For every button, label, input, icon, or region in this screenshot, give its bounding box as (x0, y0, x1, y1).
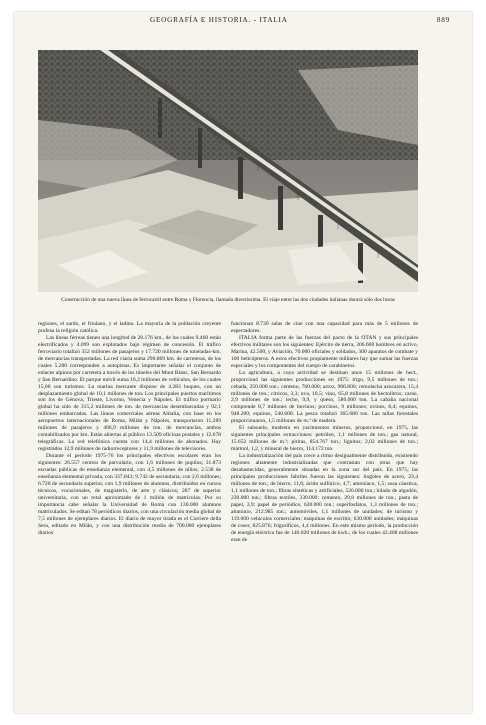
right-text-column (231, 321, 418, 705)
page-number: 889 (436, 16, 450, 24)
paragraph: El subsuelo, modesto en yacimientos mineros, proporcionó, en 1975, las siguientes principales extracciones: petróleo, 1,1 millones de ton.; gas natural, 15.652 millones de m.³; piritas, 854.767 ton.; lignitos; 2,02 millones de ton.; mármol, 1,2, y mineral de hierro, 114.172 ton. (231, 425, 418, 453)
railway-construction-photo (38, 50, 418, 292)
paragraph: La industrialización del país crece a ritmo desigualmente distribuido, existiendo regiones altamente industrializadas que contrastan con otras que hay desabastecidas, generalmente situadas en la zona sur del país. En 1975, las principales producciones fabriles fueron las siguientes: lingotes de acero, 23,4 millones de ton.; de hierro, 11,6; ácido sulfúrico, 4,7; amoníaco, 1,5; sosa cáustica, 1,1 millones de ton.; fibras sintéticas y artificiales, 526.000 ton.; hilado de algodón, 230.000 ton.; fibras textiles, 330.000; cemento, 29,8 millones de ton.; pasta de papel, 3,9; papel de periódico, 620.000 ton.; superfosfatos, 1,3 millones de ton.; aluminio, 212.985 ton.; automóviles, 1,1 millones de unidades; de turismo y 119.000 vehículos comerciales; máquinas de escribir, 630.000 unidades; máquinas de coser, 825.876; frigoríficos, 4,4 millones. En este mismo período, la producción de energía eléctrica fue de 140.820 millones de kwh.; de los cuales 42.408 millones eran de (231, 453, 418, 543)
paragraph: ITALIA forma parte de las fuerzas del pacto de la OTAN y sus principales efectivos militares son los siguientes: Ejército de tierra, 306.600 hombres en activo, Marina, 42.500, y Aviación, 70.000 oficiales y soldados, 300 aparatos de combate y 100 helicópteros. A estos efectivos propiamente militares hay que sumar las fuerzas especiales y los componentes del cuerpo de carabineros. (231, 334, 418, 369)
paragraph: La agricultura, a cuya actividad se destinan unos 15 millones de hect., proporcionó las siguientes producciones en 1975: trigo, 9,5 millones de ton.; cebada, 250.000 ton.; centeno, 760.000; arroz, 906.800; remolacha azucarera, 15,4 millones de ton.; cítricos, 3,3; uva, 10,5; vino, 65,8 millones de hectolitros; carne, 2,9 millones de ton.; leche, 9,9, y queso, 580.000 ton. La cabaña nacional comprende 8,7 millones de bovinos; porcinos, 9 millones; ovinos, 8,4; equinos, 948.200; equinos, 540.600. La pesca totalizó 365.680 ton. Las tallas forestales proporcionaron, 1,5 millones de m.³ de madera. (231, 369, 418, 425)
left-text-column (38, 321, 221, 705)
paragraph: Durante el período 1975-76 los principales efectivos escolares eran los siguientes: 26.557 centros de parvulario, con 1,6 millones de pupilos; 31.873 escuelas públicas de enseñanza elemental, con 4,5 millones de niños; 2.538 de enseñanza elemental privada, con 337.843; 9.742 de secundaria, con 2,6 millones; 6.720 de secundaria superior, con 1,9 millones de alumnos, distribuidos en cursos técnicos, vocacionales, de magisterio, de arte y clásicos; 287 de superior universitaria, con un total aproximado de 1 millón de matrículas. Por su importancia cabe señalar la Universidad de Roma con 130.000 alumnos matriculados. Se editan 78 periódicos diarios, con una circulación media global de 7,5 millones de ejemplares diarios. El diario de mayor tirada es el Corriere della Sera, editado en Milán, y con una distribución media de 700.000 ejemplares diarios (38, 453, 221, 536)
paragraph: Las líneas férreas tienen una longitud de 20.176 km., de los cuales 9.460 están electrificados y 4.099 son explotados bajo régimen de concesión. El tráfico ferroviario totalizó 352 millones de pasajeros y 17.720 millones de toneladas-km. de mercancías transportadas. La red viaria suma 290.869 km. de carreteras, de los cuales 5.280 corresponden a autopistas. Es importante señalar el conjunto de enlaces alpinos por carretera a través de los túneles del Mont Blanc, San Bernardo y San Bernardino. El parque móvil suma 16,2 millones de vehículos, de los cuales 15,06 son turismos. La marina mercante dispone de 4.283 buques, con un desplazamiento global de 10,1 millones de ton. Los principales puertos marítimos son los de Génova, Trieste, Livorno, Venecia y Nápoles. El tráfico portuario global ha sido de 315,2 millones de ton. de mercancías desembarcadas y 92,1 millones embarcadas. Las líneas comerciales aéreas Alitalia, con base en los aeropuertos internacionales de Roma, Milán y Nápoles, transportaron 11,289 millones de pasajeros y 406,9 millones de ton. de mercancías, ambos contabilizados por km. Están abiertas al público 13.509 oficinas postales y 12.678 telegráficas. La red telefónica cuenta con 14,4 millones de abonados. Hay registrados 12,9 millones de radiorreceptores y 11,9 millones de televisores. (38, 334, 221, 453)
photo-caption: Construcción de una nueva línea de ferrocarril entre Roma y Florencia, llamada directissima. El viaje entre las dos ciudades italianas durará sólo dos horas (61, 297, 395, 303)
running-header (150, 16, 450, 24)
paragraph: funcionan 8.730 salas de cine con una capacidad para más de 5 millones de espectadores. (231, 321, 418, 334)
paragraph: regiones, el sardo, el friulano, y el ladino. La mayoría de la población creyente profesa la religión católica. (38, 321, 221, 334)
header-title: GEOGRAFÍA E HISTORIA. - ITALIA (150, 16, 288, 24)
photo-illustration (38, 50, 418, 292)
